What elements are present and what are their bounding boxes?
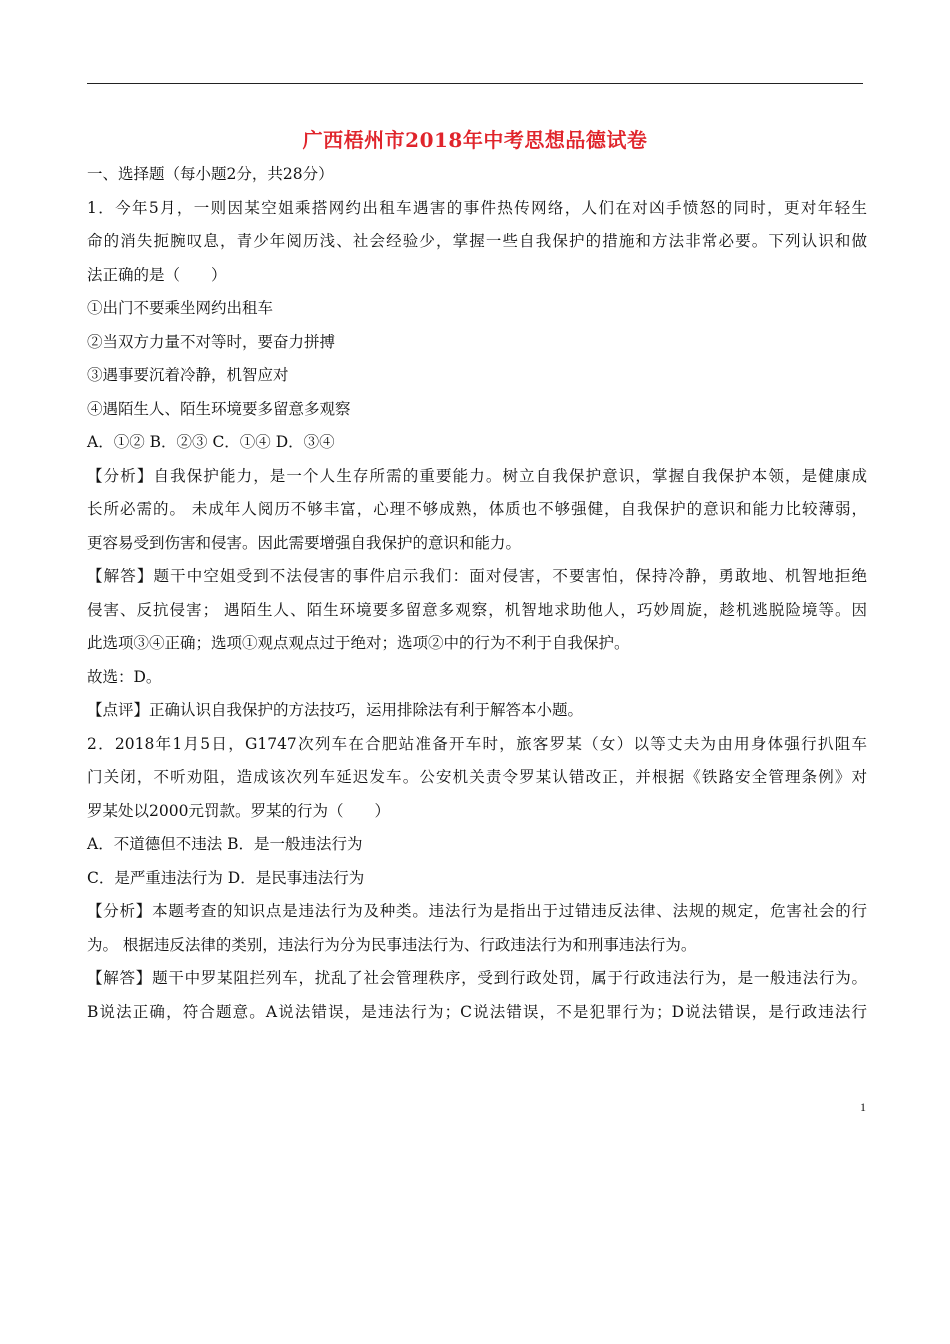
question-2-answer: 【解答】题干中罗某阻拦列车，扰乱了社会管理秩序，受到行政处罚，属于行政违法行为，是一般违法行为。 bbox=[87, 969, 867, 987]
question-1-text: 命的消失扼腕叹息，青少年阅历浅、社会经验少，掌握一些自我保护的措施和方法非常必要。下列认识和做 bbox=[87, 232, 867, 250]
question-2-text: 2．2018年1月5日，G1747次列车在合肥站准备开车时，旅客罗某（女）以等丈夫为由用身体强行扒阻车 bbox=[87, 734, 867, 753]
question-2-choices: C．是严重违法行为 D．是民事违法行为 bbox=[87, 868, 365, 887]
question-1-comment: 【点评】正确认识自我保护的方法技巧，运用排除法有利于解答本小题。 bbox=[87, 701, 584, 719]
document-body bbox=[87, 158, 867, 1029]
question-2-analysis: 为。 根据违反法律的类别，违法行为分为民事违法行为、行政违法行为和刑事违法行为。 bbox=[87, 935, 697, 954]
question-1-option: ③遇事要沉着冷静，机智应对 bbox=[87, 366, 289, 384]
question-1-option: ②当双方力量不对等时，要奋力拼搏 bbox=[87, 332, 336, 351]
question-1-analysis: 更容易受到伤害和侵害。因此需要增强自我保护的意识和能力。 bbox=[87, 533, 522, 552]
question-2-analysis: 【分析】本题考查的知识点是违法行为及种类。违法行为是指出于过错违反法律、法规的规定，危害社会的行 bbox=[87, 902, 867, 920]
question-2-choices: A．不道德但不违法 B．是一般违法行为 bbox=[87, 835, 363, 853]
question-1-option: ①出门不要乘坐网约出租车 bbox=[87, 299, 274, 317]
question-2-text: 门关闭，不听劝阻，造成该次列车延迟发车。公安机关责令罗某认错改正，并根据《铁路安全管理条例》对 bbox=[87, 768, 867, 786]
question-1-analysis: 长所必需的。 未成年人阅历不够丰富，心理不够成熟，体质也不够强健，自我保护的意识和能力比较薄弱， bbox=[87, 500, 867, 518]
question-1-answer: 【解答】题干中空姐受到不法侵害的事件启示我们：面对侵害，不要害怕，保持冷静，勇敢地、机智地拒绝 bbox=[87, 567, 867, 585]
question-1-choices: A．①② B．②③ C．①④ D．③④ bbox=[87, 433, 335, 451]
question-1-answer: 此选项③④正确；选项①观点观点过于绝对；选项②中的行为不利于自我保护。 bbox=[87, 634, 630, 652]
header-rule bbox=[87, 83, 863, 84]
question-1-selection: 故选：D。 bbox=[87, 667, 162, 686]
page-number: 1 bbox=[860, 1100, 866, 1114]
section-heading: 一、选择题（每小题2分，共28分） bbox=[87, 165, 334, 183]
question-1-option: ④遇陌生人、陌生环境要多留意多观察 bbox=[87, 399, 351, 418]
question-2-text: 罗某处以2000元罚款。罗某的行为（ ） bbox=[87, 801, 390, 820]
question-1-text: 法正确的是（ ） bbox=[87, 265, 227, 284]
document-title: 广西梧州市2018年中考思想品德试卷 bbox=[302, 128, 648, 152]
question-1-answer: 侵害、反抗侵害； 遇陌生人、陌生环境要多留意多观察，机智地求助他人，巧妙周旋，趁机逃脱险境等。因 bbox=[87, 600, 867, 619]
question-2-answer: B说法正确，符合题意。A说法错误，是违法行为；C说法错误，不是犯罪行为；D说法错误，是行政违法行 bbox=[87, 1002, 867, 1021]
question-1-analysis: 【分析】自我保护能力，是一个人生存所需的重要能力。树立自我保护意识，掌握自我保护本领，是健康成 bbox=[87, 466, 867, 485]
question-1-text: 1．今年5月，一则因某空姐乘搭网约出租车遇害的事件热传网络，人们在对凶手愤怒的同时，更对年轻生 bbox=[87, 198, 867, 217]
